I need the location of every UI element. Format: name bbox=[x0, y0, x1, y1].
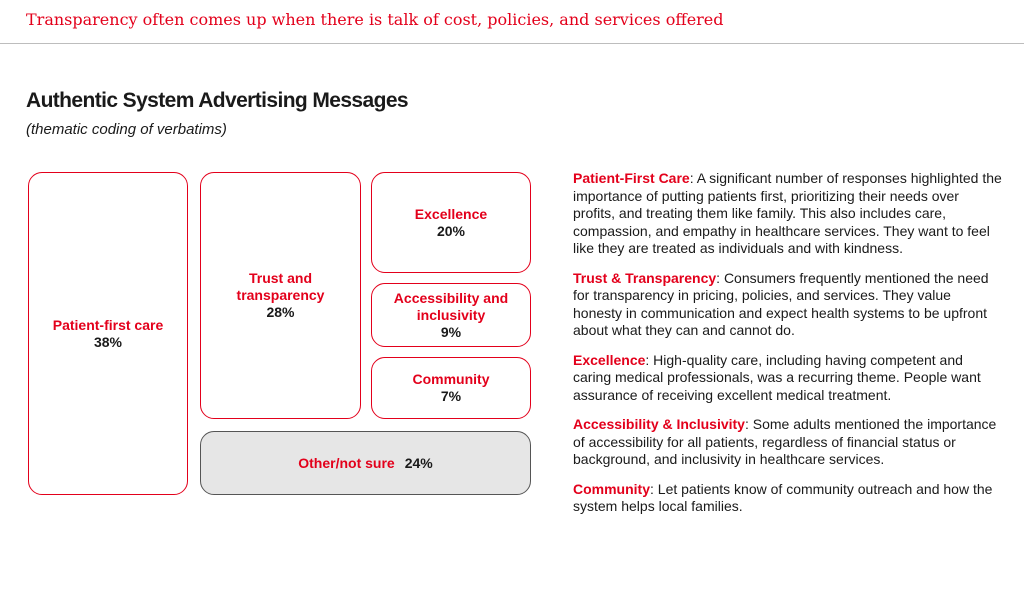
description-community bbox=[573, 481, 1003, 516]
treemap-box-label: Accessibility and inclusivity bbox=[393, 289, 509, 323]
treemap-box-value: 7% bbox=[440, 388, 462, 404]
treemap-box-other-not-sure bbox=[200, 431, 531, 495]
description-text: : High-quality care, including having competent and caring medical professionals, was a recurring theme. People want assurance of receiving excellent medical treatment. bbox=[573, 351, 981, 403]
description-heading: Accessibility & Inclusivity bbox=[573, 416, 745, 432]
description-text: : Consumers frequently mentioned the need for transparency in pricing, policies, and services. They value honesty in communication and expect health systems to be upfront about what they can and cannot do. bbox=[573, 269, 989, 338]
treemap-box-value: 24% bbox=[404, 454, 433, 471]
description-excellence bbox=[573, 352, 1003, 405]
description-text: : A significant number of responses highlighted the importance of putting patients first, prioritizing their needs over profits, and treating them like family. This also includes care, compassion, and empathy in healthcare services. They want to feel like they are treated as individuals and with kindness. bbox=[573, 170, 1002, 256]
description-patient-first-care bbox=[573, 170, 1003, 258]
description-heading: Patient-First Care bbox=[573, 170, 690, 186]
description-accessibility-inclusivity bbox=[573, 416, 1003, 469]
treemap-box-label: Community bbox=[412, 371, 490, 387]
description-text: : Let patients know of community outreach and how the system helps local families. bbox=[573, 480, 993, 514]
treemap-box-label: Trust and transparency bbox=[236, 270, 325, 303]
treemap-box-label: Other/not sure bbox=[298, 454, 395, 471]
treemap-box-trust-and-transparency bbox=[200, 172, 361, 419]
description-trust-transparency bbox=[573, 270, 1003, 340]
description-heading: Community bbox=[573, 480, 650, 497]
description-text: : Some adults mentioned the importance of accessibility for all patients, regardless of financial status or background, and inclusivity in healthcare services. bbox=[573, 416, 997, 467]
treemap-box-value: 9% bbox=[440, 323, 462, 340]
treemap-box-label: Patient-first care bbox=[52, 316, 164, 333]
headline-divider bbox=[0, 43, 1024, 44]
treemap-box-value: 38% bbox=[93, 333, 123, 350]
description-list bbox=[573, 170, 1003, 528]
treemap-box-patient-first-care bbox=[28, 172, 188, 495]
chart-title: Authentic System Advertising Messages bbox=[26, 89, 408, 112]
treemap-box-accessibility-and-inclusivity bbox=[371, 283, 531, 347]
treemap-box-excellence bbox=[371, 172, 531, 273]
description-heading: Excellence bbox=[573, 351, 646, 368]
headline: Transparency often comes up when there is talk of cost, policies, and services offered bbox=[26, 10, 724, 29]
treemap-box-value: 20% bbox=[436, 222, 466, 239]
description-heading: Trust & Transparency bbox=[573, 269, 717, 286]
treemap-box-label: Excellence bbox=[414, 205, 488, 222]
chart-subtitle: (thematic coding of verbatims) bbox=[26, 121, 227, 138]
treemap-box-value: 28% bbox=[266, 304, 295, 320]
treemap-box-community bbox=[371, 357, 531, 419]
